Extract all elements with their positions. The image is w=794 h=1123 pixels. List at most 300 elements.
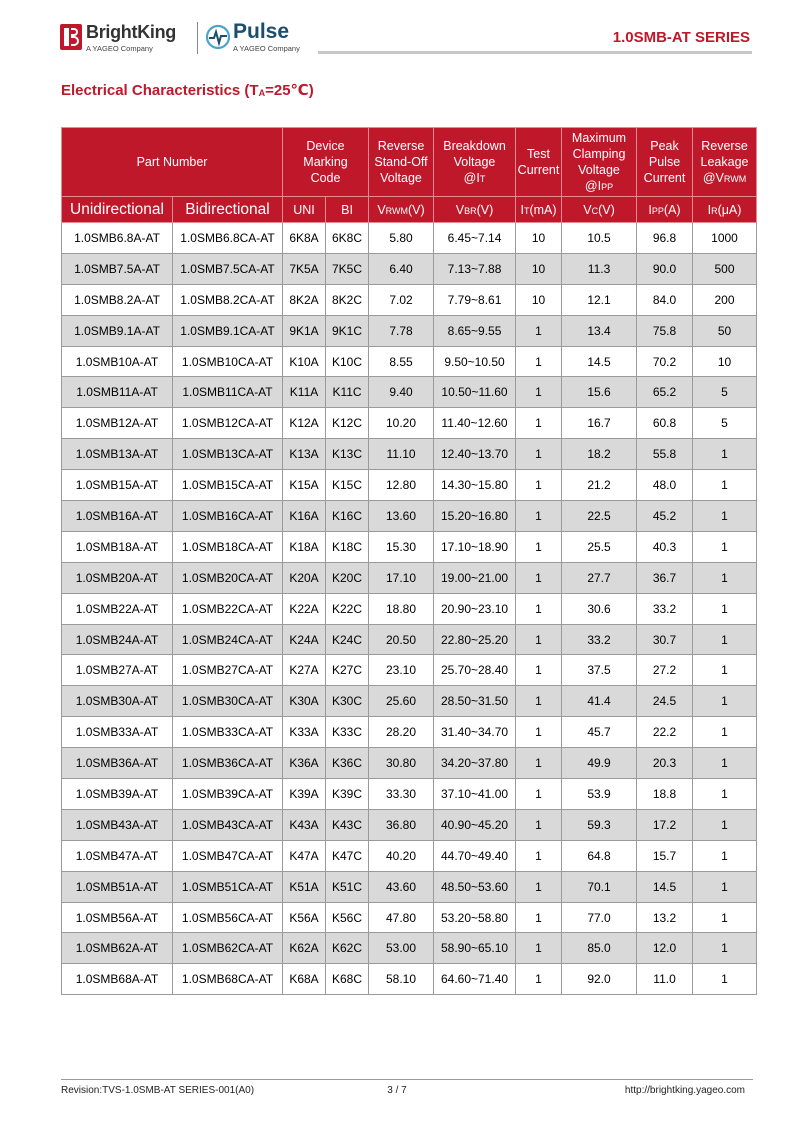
table-cell: 10.5 <box>562 223 637 254</box>
table-cell: 7.78 <box>369 315 434 346</box>
table-cell: 1 <box>516 655 562 686</box>
table-cell: 28.20 <box>369 717 434 748</box>
table-cell: 27.7 <box>562 562 637 593</box>
table-cell: 1 <box>516 346 562 377</box>
table-cell: 70.1 <box>562 871 637 902</box>
table-cell: 23.10 <box>369 655 434 686</box>
table-cell: 1.0SMB20CA-AT <box>173 562 283 593</box>
table-cell: 1.0SMB47A-AT <box>62 840 173 871</box>
table-row <box>62 531 757 562</box>
table-row <box>62 779 757 810</box>
header-ipp: IPP(A) <box>637 197 693 223</box>
table-row <box>62 439 757 470</box>
table-cell: 1 <box>693 686 757 717</box>
header-it: IT(mA) <box>516 197 562 223</box>
table-cell: 33.2 <box>562 624 637 655</box>
table-cell: 1.0SMB13CA-AT <box>173 439 283 470</box>
table-row <box>62 809 757 840</box>
table-cell: 44.70~49.40 <box>434 840 516 871</box>
table-cell: 1 <box>693 779 757 810</box>
table-cell: K18C <box>326 531 369 562</box>
table-cell: 1 <box>516 408 562 439</box>
pulse-subtitle: A YAGEO Company <box>233 44 300 53</box>
table-cell: 41.4 <box>562 686 637 717</box>
table-cell: 12.80 <box>369 470 434 501</box>
table-cell: K22A <box>283 593 326 624</box>
table-cell: 1.0SMB56CA-AT <box>173 902 283 933</box>
table-cell: 24.5 <box>637 686 693 717</box>
table-cell: 34.20~37.80 <box>434 748 516 779</box>
header-code-uni: UNI <box>283 197 326 223</box>
table-cell: 1 <box>516 748 562 779</box>
table-cell: 18.80 <box>369 593 434 624</box>
table-header-row-2 <box>62 197 757 223</box>
table-cell: 12.1 <box>562 284 637 315</box>
table-cell: 64.8 <box>562 840 637 871</box>
table-cell: 10 <box>693 346 757 377</box>
table-cell: 1.0SMB18A-AT <box>62 531 173 562</box>
table-cell: 1.0SMB16CA-AT <box>173 501 283 532</box>
table-cell: K27C <box>326 655 369 686</box>
table-cell: 1.0SMB39A-AT <box>62 779 173 810</box>
table-cell: 96.8 <box>637 223 693 254</box>
table-cell: 15.30 <box>369 531 434 562</box>
table-cell: 20.90~23.10 <box>434 593 516 624</box>
section-title-subscript: A <box>258 88 266 98</box>
table-cell: 1 <box>693 964 757 995</box>
table-cell: K39A <box>283 779 326 810</box>
table-cell: 33.2 <box>637 593 693 624</box>
table-row <box>62 840 757 871</box>
table-cell: K30C <box>326 686 369 717</box>
table-cell: 36.7 <box>637 562 693 593</box>
table-cell: 1 <box>516 315 562 346</box>
table-cell: 1 <box>693 655 757 686</box>
table-cell: 1.0SMB12CA-AT <box>173 408 283 439</box>
table-cell: 18.2 <box>562 439 637 470</box>
table-row <box>62 377 757 408</box>
table-cell: 65.2 <box>637 377 693 408</box>
table-cell: K47A <box>283 840 326 871</box>
table-cell: 47.80 <box>369 902 434 933</box>
table-cell: 1 <box>693 933 757 964</box>
table-cell: 1.0SMB27CA-AT <box>173 655 283 686</box>
electrical-characteristics-table <box>61 127 757 995</box>
table-row <box>62 871 757 902</box>
header-bidirectional: Bidirectional <box>173 197 283 223</box>
table-cell: 9K1C <box>326 315 369 346</box>
table-cell: 7.79~8.61 <box>434 284 516 315</box>
table-cell: 1.0SMB51A-AT <box>62 871 173 902</box>
table-cell: 48.50~53.60 <box>434 871 516 902</box>
table-row <box>62 284 757 315</box>
table-cell: 1.0SMB24CA-AT <box>173 624 283 655</box>
page-header <box>0 0 794 62</box>
table-cell: 84.0 <box>637 284 693 315</box>
header-vbr: VBR(V) <box>434 197 516 223</box>
table-cell: 1 <box>693 902 757 933</box>
table-cell: K62C <box>326 933 369 964</box>
table-cell: 1.0SMB11A-AT <box>62 377 173 408</box>
table-row <box>62 686 757 717</box>
table-cell: 14.30~15.80 <box>434 470 516 501</box>
table-cell: 15.6 <box>562 377 637 408</box>
table-cell: 37.5 <box>562 655 637 686</box>
table-cell: K68A <box>283 964 326 995</box>
table-cell: 22.2 <box>637 717 693 748</box>
table-cell: K47C <box>326 840 369 871</box>
table-row <box>62 593 757 624</box>
table-cell: 64.60~71.40 <box>434 964 516 995</box>
table-cell: 1 <box>516 377 562 408</box>
table-cell: 8.65~9.55 <box>434 315 516 346</box>
section-title-end: =25℃) <box>265 82 314 99</box>
table-cell: 20.3 <box>637 748 693 779</box>
table-cell: 36.80 <box>369 809 434 840</box>
table-row <box>62 501 757 532</box>
table-cell: 7.02 <box>369 284 434 315</box>
table-cell: K51C <box>326 871 369 902</box>
table-cell: 13.60 <box>369 501 434 532</box>
table-cell: 1.0SMB9.1A-AT <box>62 315 173 346</box>
header-part-number: Part Number <box>62 128 283 197</box>
table-cell: 53.00 <box>369 933 434 964</box>
pulse-logo <box>205 22 325 56</box>
table-row <box>62 408 757 439</box>
table-cell: 1 <box>693 501 757 532</box>
table-cell: 1 <box>516 470 562 501</box>
table-cell: 6.40 <box>369 253 434 284</box>
table-cell: 1.0SMB16A-AT <box>62 501 173 532</box>
pulse-logo-icon <box>205 24 231 50</box>
table-cell: K10C <box>326 346 369 377</box>
table-cell: K43A <box>283 809 326 840</box>
table-cell: 1.0SMB6.8CA-AT <box>173 223 283 254</box>
table-row <box>62 655 757 686</box>
table-cell: 1.0SMB15A-AT <box>62 470 173 501</box>
table-cell: 1 <box>516 933 562 964</box>
table-cell: 1.0SMB30CA-AT <box>173 686 283 717</box>
table-row <box>62 562 757 593</box>
header-unidirectional: Unidirectional <box>62 197 173 223</box>
table-cell: 200 <box>693 284 757 315</box>
table-cell: 1 <box>693 531 757 562</box>
table-header-row-1 <box>62 128 757 197</box>
table-cell: 5 <box>693 408 757 439</box>
table-cell: 45.2 <box>637 501 693 532</box>
table-cell: 1 <box>516 779 562 810</box>
table-cell: K36A <box>283 748 326 779</box>
table-cell: 1 <box>693 593 757 624</box>
table-cell: K15C <box>326 470 369 501</box>
footer-revision: Revision:TVS-1.0SMB-AT SERIES-001(A0) <box>61 1085 255 1096</box>
table-cell: 15.20~16.80 <box>434 501 516 532</box>
table-cell: 13.2 <box>637 902 693 933</box>
table-row <box>62 470 757 501</box>
table-cell: 1.0SMB43A-AT <box>62 809 173 840</box>
table-cell: 50 <box>693 315 757 346</box>
table-cell: K13A <box>283 439 326 470</box>
table-row <box>62 315 757 346</box>
table-cell: 14.5 <box>637 871 693 902</box>
table-row <box>62 624 757 655</box>
table-cell: 1 <box>516 717 562 748</box>
table-cell: K12A <box>283 408 326 439</box>
table-cell: 12.0 <box>637 933 693 964</box>
table-cell: 18.8 <box>637 779 693 810</box>
table-cell: 1 <box>516 686 562 717</box>
table-cell: 43.60 <box>369 871 434 902</box>
table-cell: 1 <box>516 501 562 532</box>
table-cell: 1 <box>516 840 562 871</box>
table-cell: 14.5 <box>562 346 637 377</box>
table-cell: 1.0SMB51CA-AT <box>173 871 283 902</box>
table-cell: 1 <box>516 964 562 995</box>
table-cell: 17.2 <box>637 809 693 840</box>
table-cell: 15.7 <box>637 840 693 871</box>
table-body <box>62 223 757 995</box>
table-cell: 7.13~7.88 <box>434 253 516 284</box>
table-cell: 1.0SMB8.2CA-AT <box>173 284 283 315</box>
table-cell: 1 <box>516 531 562 562</box>
table-cell: 16.7 <box>562 408 637 439</box>
pulse-name: Pulse <box>233 20 290 43</box>
table-cell: 1 <box>693 470 757 501</box>
table-cell: 1 <box>693 439 757 470</box>
table-cell: 10.50~11.60 <box>434 377 516 408</box>
table-cell: 12.40~13.70 <box>434 439 516 470</box>
table-cell: 21.2 <box>562 470 637 501</box>
table-cell: 48.0 <box>637 470 693 501</box>
table-cell: 9.40 <box>369 377 434 408</box>
table-cell: 5 <box>693 377 757 408</box>
table-cell: 1.0SMB13A-AT <box>62 439 173 470</box>
table-cell: K24A <box>283 624 326 655</box>
table-cell: 70.2 <box>637 346 693 377</box>
section-title-main: Electrical Characteristics (T <box>61 82 259 99</box>
table-cell: 28.50~31.50 <box>434 686 516 717</box>
table-cell: K12C <box>326 408 369 439</box>
table-cell: 1 <box>516 809 562 840</box>
table-cell: 10 <box>516 284 562 315</box>
table-cell: 9K1A <box>283 315 326 346</box>
table-cell: 1.0SMB10A-AT <box>62 346 173 377</box>
table-cell: K18A <box>283 531 326 562</box>
header-vrwm: VRWM(V) <box>369 197 434 223</box>
table-cell: K16A <box>283 501 326 532</box>
table-cell: K39C <box>326 779 369 810</box>
header-vc: VC(V) <box>562 197 637 223</box>
header-ir: IR(μA) <box>693 197 757 223</box>
table-cell: 30.80 <box>369 748 434 779</box>
table-cell: 1.0SMB27A-AT <box>62 655 173 686</box>
table-cell: 17.10 <box>369 562 434 593</box>
table-cell: K22C <box>326 593 369 624</box>
table-cell: K56C <box>326 902 369 933</box>
table-cell: 45.7 <box>562 717 637 748</box>
table-cell: K15A <box>283 470 326 501</box>
header-peak-pulse-current: Peak Pulse Current <box>637 128 693 197</box>
table-cell: 30.7 <box>637 624 693 655</box>
table-cell: 6K8C <box>326 223 369 254</box>
table-cell: 1.0SMB62CA-AT <box>173 933 283 964</box>
table-row <box>62 717 757 748</box>
table-cell: 1 <box>693 562 757 593</box>
table-cell: 10 <box>516 253 562 284</box>
table-cell: 1.0SMB24A-AT <box>62 624 173 655</box>
header-divider <box>318 51 752 54</box>
table-cell: 90.0 <box>637 253 693 284</box>
table-cell: 25.60 <box>369 686 434 717</box>
table-cell: K13C <box>326 439 369 470</box>
table-cell: 8K2A <box>283 284 326 315</box>
table-cell: 1.0SMB39CA-AT <box>173 779 283 810</box>
table-cell: 1 <box>516 593 562 624</box>
table-cell: 1.0SMB15CA-AT <box>173 470 283 501</box>
table-cell: 92.0 <box>562 964 637 995</box>
table-cell: 1 <box>693 717 757 748</box>
table-cell: 1000 <box>693 223 757 254</box>
table-cell: 1 <box>516 871 562 902</box>
table-cell: 1.0SMB7.5A-AT <box>62 253 173 284</box>
footer-divider <box>61 1079 753 1080</box>
table-cell: 10 <box>516 223 562 254</box>
table-cell: 7K5C <box>326 253 369 284</box>
header-breakdown-voltage: Breakdown Voltage @IT <box>434 128 516 197</box>
table-cell: K30A <box>283 686 326 717</box>
table-cell: 40.3 <box>637 531 693 562</box>
table-cell: 1.0SMB56A-AT <box>62 902 173 933</box>
table-row <box>62 748 757 779</box>
header-test-current: Test Current <box>516 128 562 197</box>
table-row <box>62 223 757 254</box>
table-cell: 37.10~41.00 <box>434 779 516 810</box>
table-cell: K56A <box>283 902 326 933</box>
table-cell: 1.0SMB10CA-AT <box>173 346 283 377</box>
table-cell: 17.10~18.90 <box>434 531 516 562</box>
table-cell: 22.5 <box>562 501 637 532</box>
table-cell: 1.0SMB43CA-AT <box>173 809 283 840</box>
header-code-bi: BI <box>326 197 369 223</box>
table-row <box>62 346 757 377</box>
table-cell: 1.0SMB47CA-AT <box>173 840 283 871</box>
table-cell: 11.40~12.60 <box>434 408 516 439</box>
section-title <box>61 81 314 99</box>
table-cell: 8K2C <box>326 284 369 315</box>
table-cell: 40.90~45.20 <box>434 809 516 840</box>
table-cell: 1 <box>693 840 757 871</box>
table-cell: 58.10 <box>369 964 434 995</box>
table-cell: 60.8 <box>637 408 693 439</box>
table-cell: K20A <box>283 562 326 593</box>
table-cell: 1.0SMB7.5CA-AT <box>173 253 283 284</box>
table-cell: 1.0SMB36A-AT <box>62 748 173 779</box>
brightking-logo <box>60 22 195 56</box>
table-cell: 1.0SMB62A-AT <box>62 933 173 964</box>
series-title: 1.0SMB-AT SERIES <box>612 29 750 46</box>
table-cell: 5.80 <box>369 223 434 254</box>
table-cell: 25.5 <box>562 531 637 562</box>
table-cell: 11.3 <box>562 253 637 284</box>
table-cell: 59.3 <box>562 809 637 840</box>
table-cell: 11.0 <box>637 964 693 995</box>
table-cell: 77.0 <box>562 902 637 933</box>
table-row <box>62 964 757 995</box>
table-cell: 13.4 <box>562 315 637 346</box>
table-cell: 1 <box>693 809 757 840</box>
table-cell: 1.0SMB18CA-AT <box>173 531 283 562</box>
table-row <box>62 933 757 964</box>
table-cell: 22.80~25.20 <box>434 624 516 655</box>
table-cell: 20.50 <box>369 624 434 655</box>
table-cell: 1.0SMB30A-AT <box>62 686 173 717</box>
table-cell: K10A <box>283 346 326 377</box>
table-cell: 1.0SMB33CA-AT <box>173 717 283 748</box>
table-cell: K62A <box>283 933 326 964</box>
table-cell: 1.0SMB68A-AT <box>62 964 173 995</box>
table-cell: 25.70~28.40 <box>434 655 516 686</box>
table-cell: 1 <box>693 871 757 902</box>
table-cell: K16C <box>326 501 369 532</box>
table-cell: K36C <box>326 748 369 779</box>
table-cell: 1.0SMB68CA-AT <box>173 964 283 995</box>
table-cell: 40.20 <box>369 840 434 871</box>
table-cell: 6K8A <box>283 223 326 254</box>
table-cell: 10.20 <box>369 408 434 439</box>
table-cell: 1 <box>516 562 562 593</box>
table-cell: 1.0SMB20A-AT <box>62 562 173 593</box>
table-cell: 1.0SMB22CA-AT <box>173 593 283 624</box>
header-reverse-leakage: Reverse Leakage @VRWM <box>693 128 757 197</box>
table-cell: 1 <box>516 902 562 933</box>
footer-page-number: 3 / 7 <box>387 1085 407 1096</box>
brightking-logo-icon <box>60 24 82 50</box>
table-cell: 85.0 <box>562 933 637 964</box>
table-cell: K11A <box>283 377 326 408</box>
table-cell: 1.0SMB12A-AT <box>62 408 173 439</box>
table-cell: 53.20~58.80 <box>434 902 516 933</box>
header-reverse-standoff-voltage: Reverse Stand-Off Voltage <box>369 128 434 197</box>
table-row <box>62 253 757 284</box>
table-cell: K33C <box>326 717 369 748</box>
table-cell: 1 <box>693 624 757 655</box>
table-cell: K11C <box>326 377 369 408</box>
table-cell: 1 <box>516 624 562 655</box>
logo-divider <box>197 22 198 54</box>
table-cell: 1.0SMB8.2A-AT <box>62 284 173 315</box>
table-cell: K33A <box>283 717 326 748</box>
table-row <box>62 902 757 933</box>
table-cell: 1.0SMB33A-AT <box>62 717 173 748</box>
table-cell: 1.0SMB36CA-AT <box>173 748 283 779</box>
table-cell: K20C <box>326 562 369 593</box>
table-cell: K24C <box>326 624 369 655</box>
table-cell: 49.9 <box>562 748 637 779</box>
table-cell: K68C <box>326 964 369 995</box>
table-cell: 500 <box>693 253 757 284</box>
header-device-marking-code: Device Marking Code <box>283 128 369 197</box>
footer-url[interactable]: http://brightking.yageo.com <box>624 1085 745 1096</box>
table-cell: K43C <box>326 809 369 840</box>
table-cell: 58.90~65.10 <box>434 933 516 964</box>
table-cell: 8.55 <box>369 346 434 377</box>
table-cell: 30.6 <box>562 593 637 624</box>
table-cell: 1.0SMB11CA-AT <box>173 377 283 408</box>
table-cell: 19.00~21.00 <box>434 562 516 593</box>
table-cell: 1 <box>693 748 757 779</box>
header-max-clamping-voltage: Maximum Clamping Voltage @IPP <box>562 128 637 197</box>
table-cell: 27.2 <box>637 655 693 686</box>
